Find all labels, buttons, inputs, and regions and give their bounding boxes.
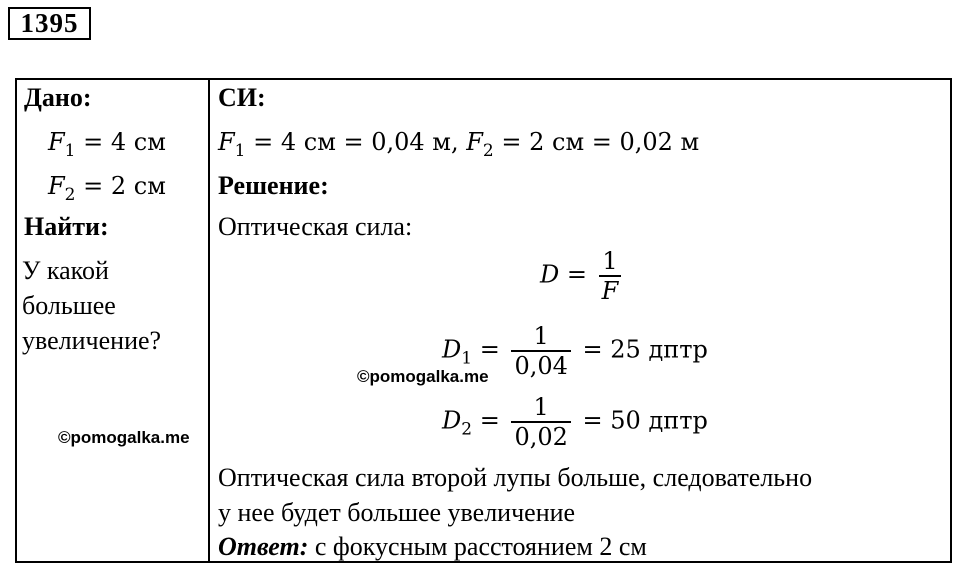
watermark: ©pomogalka.me — [58, 428, 190, 447]
conclusion-line-2: у нее будет большее увеличение — [218, 498, 576, 527]
solution-header: Решение: — [218, 171, 329, 200]
d1-fraction: $\frac{1}{0,04}$ — [511, 322, 570, 380]
given-f1: $F_1 = 4$ см — [48, 128, 166, 161]
given-header: Дано: — [24, 83, 92, 112]
problem-number: 1395 — [8, 7, 91, 40]
answer-text: с фокусным расстоянием 2 см — [308, 532, 647, 561]
find-line-3: увеличение? — [22, 326, 162, 355]
conclusion-line-1: Оптическая сила второй лупы больше, следовательно — [218, 463, 813, 492]
formula-d: D = $\frac{1}{F}$ — [540, 247, 625, 305]
answer-line — [218, 532, 647, 562]
answer-label: Ответ: — [218, 532, 309, 561]
formula-fraction: $\frac{1}{F}$ — [599, 247, 622, 305]
find-line-2: большее — [22, 291, 116, 320]
given-f2: $F_2 = 2$ см — [48, 172, 166, 205]
column-divider — [208, 78, 210, 563]
watermark: ©pomogalka.me — [357, 367, 489, 386]
si-values: $F_1 = 4$ см = 0,04 м, $F_2 = 2$ см = 0,02 м — [218, 128, 700, 161]
d2-fraction: $\frac{1}{0,02}$ — [511, 393, 570, 451]
si-header: СИ: — [218, 83, 266, 112]
find-header: Найти: — [24, 212, 109, 241]
formula-d1: $D_1$ = $\frac{1}{0,04}$ = 25 дптр — [442, 322, 708, 380]
optical-power-label: Оптическая сила: — [218, 212, 413, 241]
find-line-1: У какой — [22, 256, 109, 285]
formula-d2: $D_2$ = $\frac{1}{0,02}$ = 50 дптр — [442, 393, 708, 451]
